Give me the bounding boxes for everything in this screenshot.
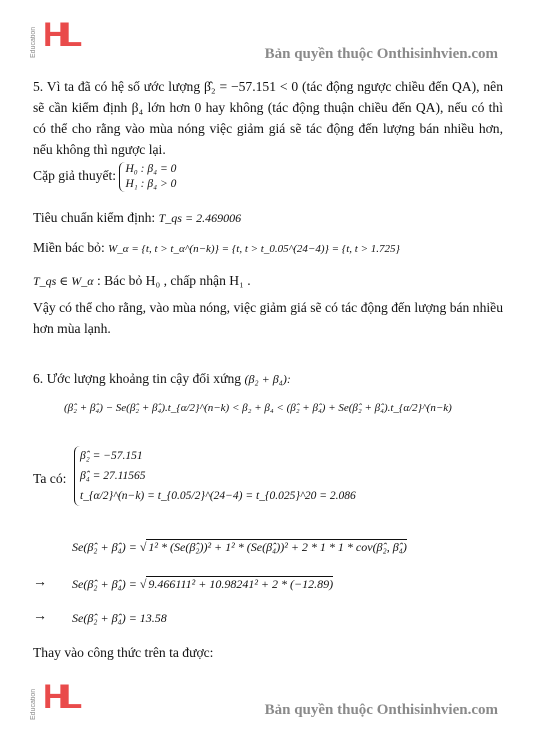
test-statistic-line (33, 207, 503, 229)
rejection-region-value: W_α = {t, t > t_α^(n−k)} = {t, t > t_0.05^(24−4)} = {t, t > 1.725} (108, 243, 400, 255)
onthisinhvien-logo-footer (30, 676, 77, 720)
decision-line (33, 270, 503, 292)
hypothesis-block (33, 162, 503, 192)
se-numeric-rhs: 9.466111² + 10.98241² + 2 * (−12.89) (148, 577, 334, 591)
section5-paragraph: 5. Vì ta đã có hệ số ước lượng β̂₂ = −57.151 < 0 (tác động ngược chiều đến QA), nên sẽ cần kiểm định β₄ lớn hơn 0 hay không (tác động thuận chiều đến QA), nếu có thì có thể cho rằng vào mùa nóng việc giảm giá sẽ tác động đến lượng bán nhiều hơn, nếu không thì ngược lại. (33, 79, 503, 157)
header-copyright: Bản quyền thuộc Onthisinhvien.com (264, 46, 498, 62)
section5-conclusion: Vậy có thể cho rằng, vào mùa nóng, việc giảm giá sẽ có tác động đến lượng bán nhiều hơn mùa lạnh. (33, 300, 503, 336)
logo-side-text-footer: Education (30, 688, 37, 720)
rejection-region-line (33, 237, 503, 260)
se-formula-line: Se(β̂₂ + β̂₄) = √ 1² * (Se(β̂₂))² + 1² * (Se(β̂₄))² + 2 * 1 * 1 * cov(β̂₂, β̂₄) (72, 540, 407, 554)
h0-expression: H₀ : β₄ = 0 (125, 163, 177, 175)
test-statistic-label: Tiêu chuẩn kiểm định: (33, 210, 156, 225)
logo-side-text: Education (30, 26, 37, 58)
test-statistic-value: T_qs = 2.469006 (158, 211, 242, 225)
h1-expression: H₁ : β₄ > 0 (125, 178, 177, 190)
implies-arrow-2: → (33, 609, 47, 624)
implies-arrow-1: → (33, 575, 47, 590)
se-numeric-line: Se(β̂₂ + β̂₄) = √ 9.466111² + 10.98241² + 2 * (−12.89) (72, 577, 334, 591)
se-result: Se(β̂₂ + β̂₄) = 13.58 (72, 611, 167, 625)
beta2-hat-value: β̂₂ = −57.151 (80, 450, 143, 462)
hypothesis-system (119, 162, 176, 192)
section6-title-line (33, 368, 503, 390)
section6-title: 6. Ước lượng khoảng tin cậy đối xứng (33, 371, 242, 386)
beta4-hat-value: β̂₄ = 27.11565 (80, 470, 146, 482)
decision-text: : Bác bỏ H₀ , chấp nhận H₁ . (96, 273, 251, 288)
logo-mark: HL (43, 16, 77, 54)
hypothesis-label: Cặp giả thuyết: (33, 168, 117, 184)
se-formula-rhs: 1² * (Se(β̂₂))² + 1² * (Se(β̂₄))² + 2 * 1 * 1 * cov(β̂₂, β̂₄) (148, 540, 407, 554)
taco-label: Ta có: (33, 471, 67, 486)
rejection-region-label: Miền bác bỏ: (33, 240, 105, 255)
section6-title-expression: (β₂ + β₄): (244, 372, 291, 386)
decision-expression: T_qs ∈ W_α (33, 274, 94, 288)
t-critical-value: t_{α/2}^(n−k) = t_{0.05/2}^(24−4) = t_{0.025}^20 = 2.086 (80, 490, 356, 502)
final-sentence: Thay vào công thức trên ta được: (33, 645, 214, 660)
footer-copyright: Bản quyền thuộc Onthisinhvien.com (264, 702, 498, 718)
se-formula-lhs: Se(β̂₂ + β̂₄) = (72, 540, 137, 554)
given-values-system (74, 446, 356, 506)
onthisinhvien-logo (30, 14, 77, 58)
confidence-interval-formula: (β̂₂ + β̂₄) − Se(β̂₂ + β̂₄).t_{α/2}^(n−k) < β₂ + β₄ < (β̂₂ + β̂₄) + Se(β̂₂ + β̂₄).t_{α/2}^(n−k) (64, 402, 452, 414)
logo-mark-footer: HL (43, 678, 77, 716)
se-numeric-lhs: Se(β̂₂ + β̂₄) = (72, 577, 137, 591)
